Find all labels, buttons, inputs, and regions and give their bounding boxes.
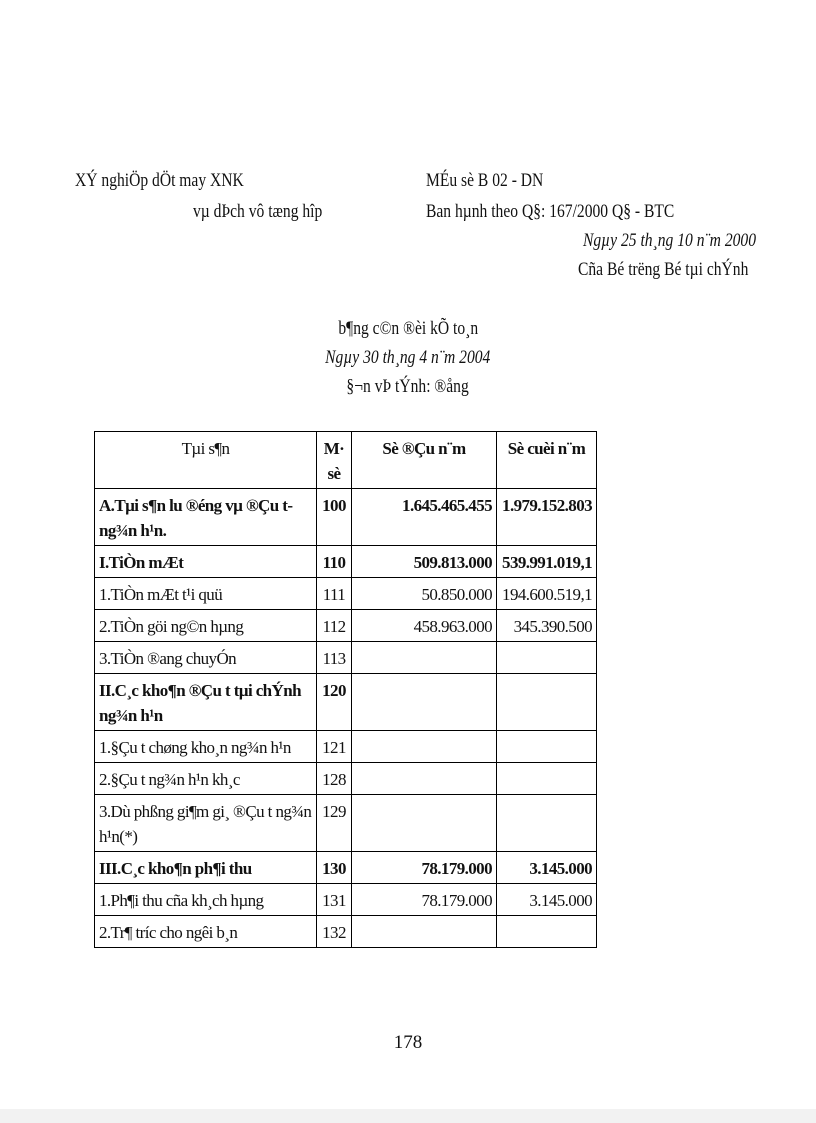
- table-row: 2.TiÒn göi ng©n hµng 112 458.963.000 345.390.500: [95, 610, 597, 642]
- form-code: MÉu sè B 02 - DN: [426, 170, 544, 191]
- table-header-row: [95, 432, 597, 489]
- column-header-code: M· sè: [317, 432, 352, 489]
- table-row: 2.Tr¶ tríc cho ngêi b¸n 132: [95, 916, 597, 948]
- issuing-authority: Cña Bé trëng Bé tµi chÝnh: [578, 259, 749, 280]
- table-row: III.C¸c kho¶n ph¶i thu 130 78.179.000 3.145.000: [95, 852, 597, 884]
- company-subtitle: vµ dÞch vô tæng hîp: [193, 201, 323, 222]
- document-date: Ngµy 30 th¸ng 4 n¨m 2004: [325, 347, 491, 368]
- table-row: 1.TiÒn mÆt t¹i quü 111 50.850.000 194.600.519,1: [95, 578, 597, 610]
- table-row: I.TiÒn mÆt 110 509.813.000 539.991.019,1: [95, 546, 597, 578]
- document-title: b¶ng c©n ®èi kÕ to¸n: [338, 318, 478, 339]
- page-number: 178: [393, 1032, 423, 1053]
- column-header-assets: Tµi s¶n: [95, 432, 317, 489]
- table-row: A.Tµi s¶n lu ®éng vµ ®Çu t ng¾n h¹n. 100 1.645.465.455 1.979.152.803: [95, 489, 597, 546]
- table-row: 2.§Çu t ng¾n h¹n kh¸c 128: [95, 763, 597, 795]
- decision-date: Ngµy 25 th¸ng 10 n¨m 2000: [583, 230, 756, 251]
- table-row: II.C¸c kho¶n ®Çu t tµi chÝnh ng¾n h¹n 120: [95, 674, 597, 731]
- table-row: 3.Dù phßng gi¶m gi¸ ®Çu t ng¾n h¹n(*) 129: [95, 795, 597, 852]
- table-row: 1.§Çu t chøng kho¸n ng¾n h¹n 121: [95, 731, 597, 763]
- table-row: 3.TiÒn ®ang chuyÓn 113: [95, 642, 597, 674]
- company-name: XÝ nghiÖp dÖt may XNK: [75, 170, 244, 191]
- decision-reference: Ban hµnh theo Q§: 167/2000 Q§ - BTC: [426, 201, 675, 222]
- page-bottom-edge: [0, 1109, 816, 1123]
- currency-unit: §¬n vÞ tÝnh: ®ång: [346, 376, 470, 397]
- column-header-end: Sè cuèi n¨m: [497, 432, 597, 489]
- balance-sheet-table: [94, 431, 597, 948]
- column-header-start: Sè ®Çu n¨m: [352, 432, 497, 489]
- table-row: 1.Ph¶i thu cña kh¸ch hµng 131 78.179.000 3.145.000: [95, 884, 597, 916]
